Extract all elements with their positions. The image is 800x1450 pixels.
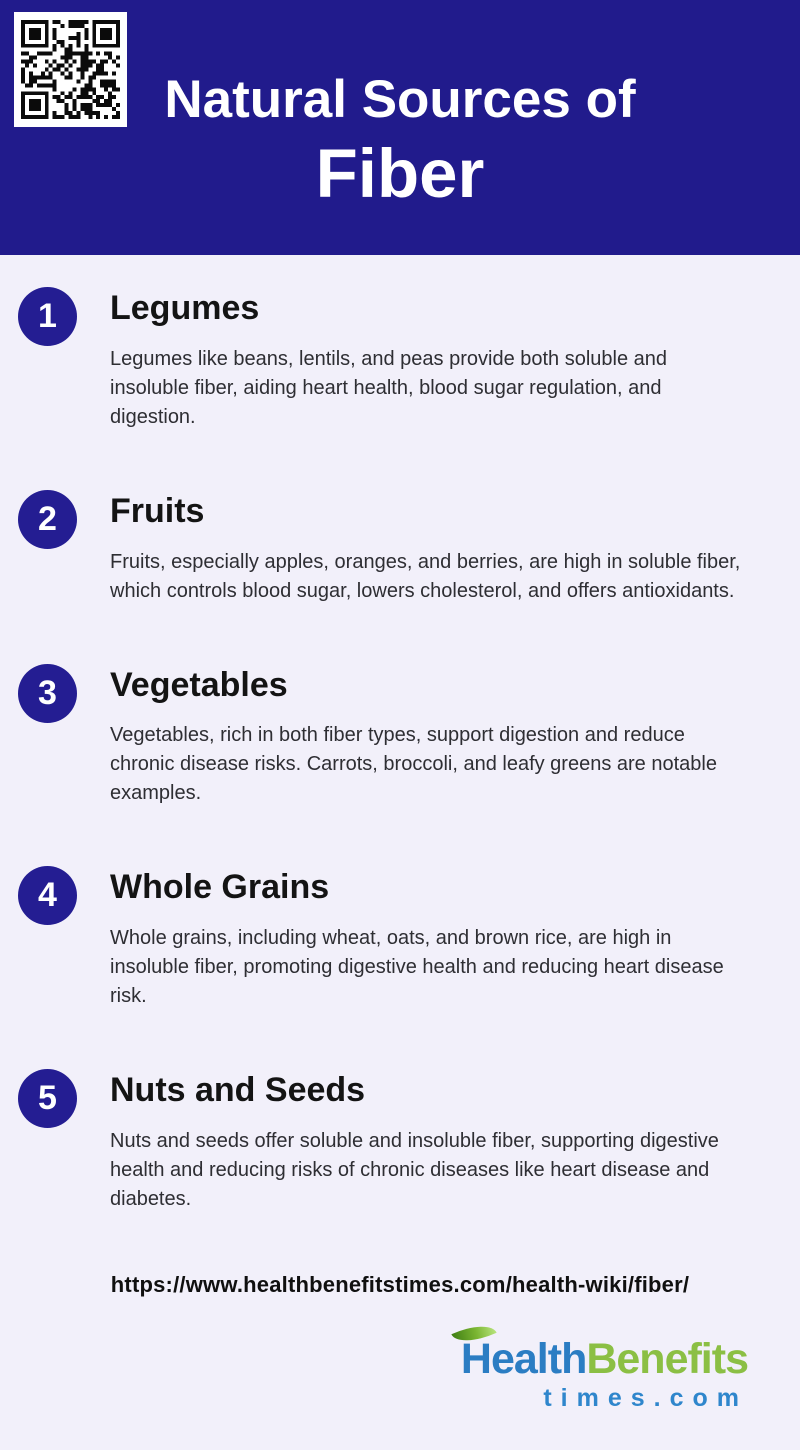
section-number: 5 xyxy=(38,1079,57,1118)
section-number: 3 xyxy=(38,673,57,712)
section-title: Fruits xyxy=(110,491,205,530)
section-number: 2 xyxy=(38,499,57,538)
logo-benefits-text: Benefits xyxy=(586,1335,748,1383)
section-description: Legumes like beans, lentils, and peas provide both soluble and insoluble fiber, aiding heart health, blood sugar regulation, and digestion. xyxy=(110,347,668,428)
section-vegetables xyxy=(18,664,800,809)
section-number-badge xyxy=(18,490,77,549)
section-description: Nuts and seeds offer soluble and insoluble fiber, supporting digestive health and reducing risks of chronic diseases like heart disease and diabetes. xyxy=(110,1129,719,1210)
section-content xyxy=(110,490,742,606)
section-title: Vegetables xyxy=(110,665,288,704)
sections-list xyxy=(0,255,800,1214)
section-title: Nuts and Seeds xyxy=(110,1071,366,1110)
section-content xyxy=(110,866,742,1011)
section-legumes xyxy=(18,287,800,432)
header xyxy=(0,0,800,255)
footer xyxy=(0,1271,800,1413)
logo-health-text: Health xyxy=(460,1335,587,1383)
page-title-line-1: Natural Sources of xyxy=(164,70,636,129)
source-url[interactable]: https://www.healthbenefitstimes.com/health-wiki/fiber/ xyxy=(110,1271,690,1297)
section-number-badge xyxy=(18,1069,77,1128)
section-title: Legumes xyxy=(110,289,260,327)
section-description: Fruits, especially apples, oranges, and berries, are high in soluble fiber, which controls blood sugar, lowers cholesterol, and offers antioxidants. xyxy=(110,550,741,602)
section-content xyxy=(110,287,742,432)
section-description: Whole grains, including wheat, oats, and brown rice, are high in insoluble fiber, promoting digestive health and reducing heart disease risk. xyxy=(110,927,724,1008)
section-whole-grains xyxy=(18,866,800,1011)
section-content xyxy=(110,1069,742,1214)
section-description: Vegetables, rich in both fiber types, support digestion and reduce chronic disease risks. Carrots, broccoli, and leafy greens are notable examples. xyxy=(110,724,717,805)
qr-code-icon xyxy=(21,20,120,119)
section-number-badge xyxy=(18,664,77,723)
page-title-line-2: Fiber xyxy=(315,134,485,212)
section-nuts-and-seeds xyxy=(18,1069,800,1214)
section-number-badge xyxy=(18,866,77,925)
brand-logo xyxy=(461,1336,748,1413)
section-number: 1 xyxy=(38,297,57,335)
section-content xyxy=(110,664,742,809)
qr-code xyxy=(14,12,127,127)
brand-logo-wordmark xyxy=(461,1336,748,1383)
section-title: Whole Grains xyxy=(110,868,330,907)
section-number: 4 xyxy=(38,876,57,915)
section-number-badge xyxy=(18,287,77,346)
logo-timescom-text: times.com xyxy=(543,1384,748,1413)
section-fruits xyxy=(18,490,800,606)
